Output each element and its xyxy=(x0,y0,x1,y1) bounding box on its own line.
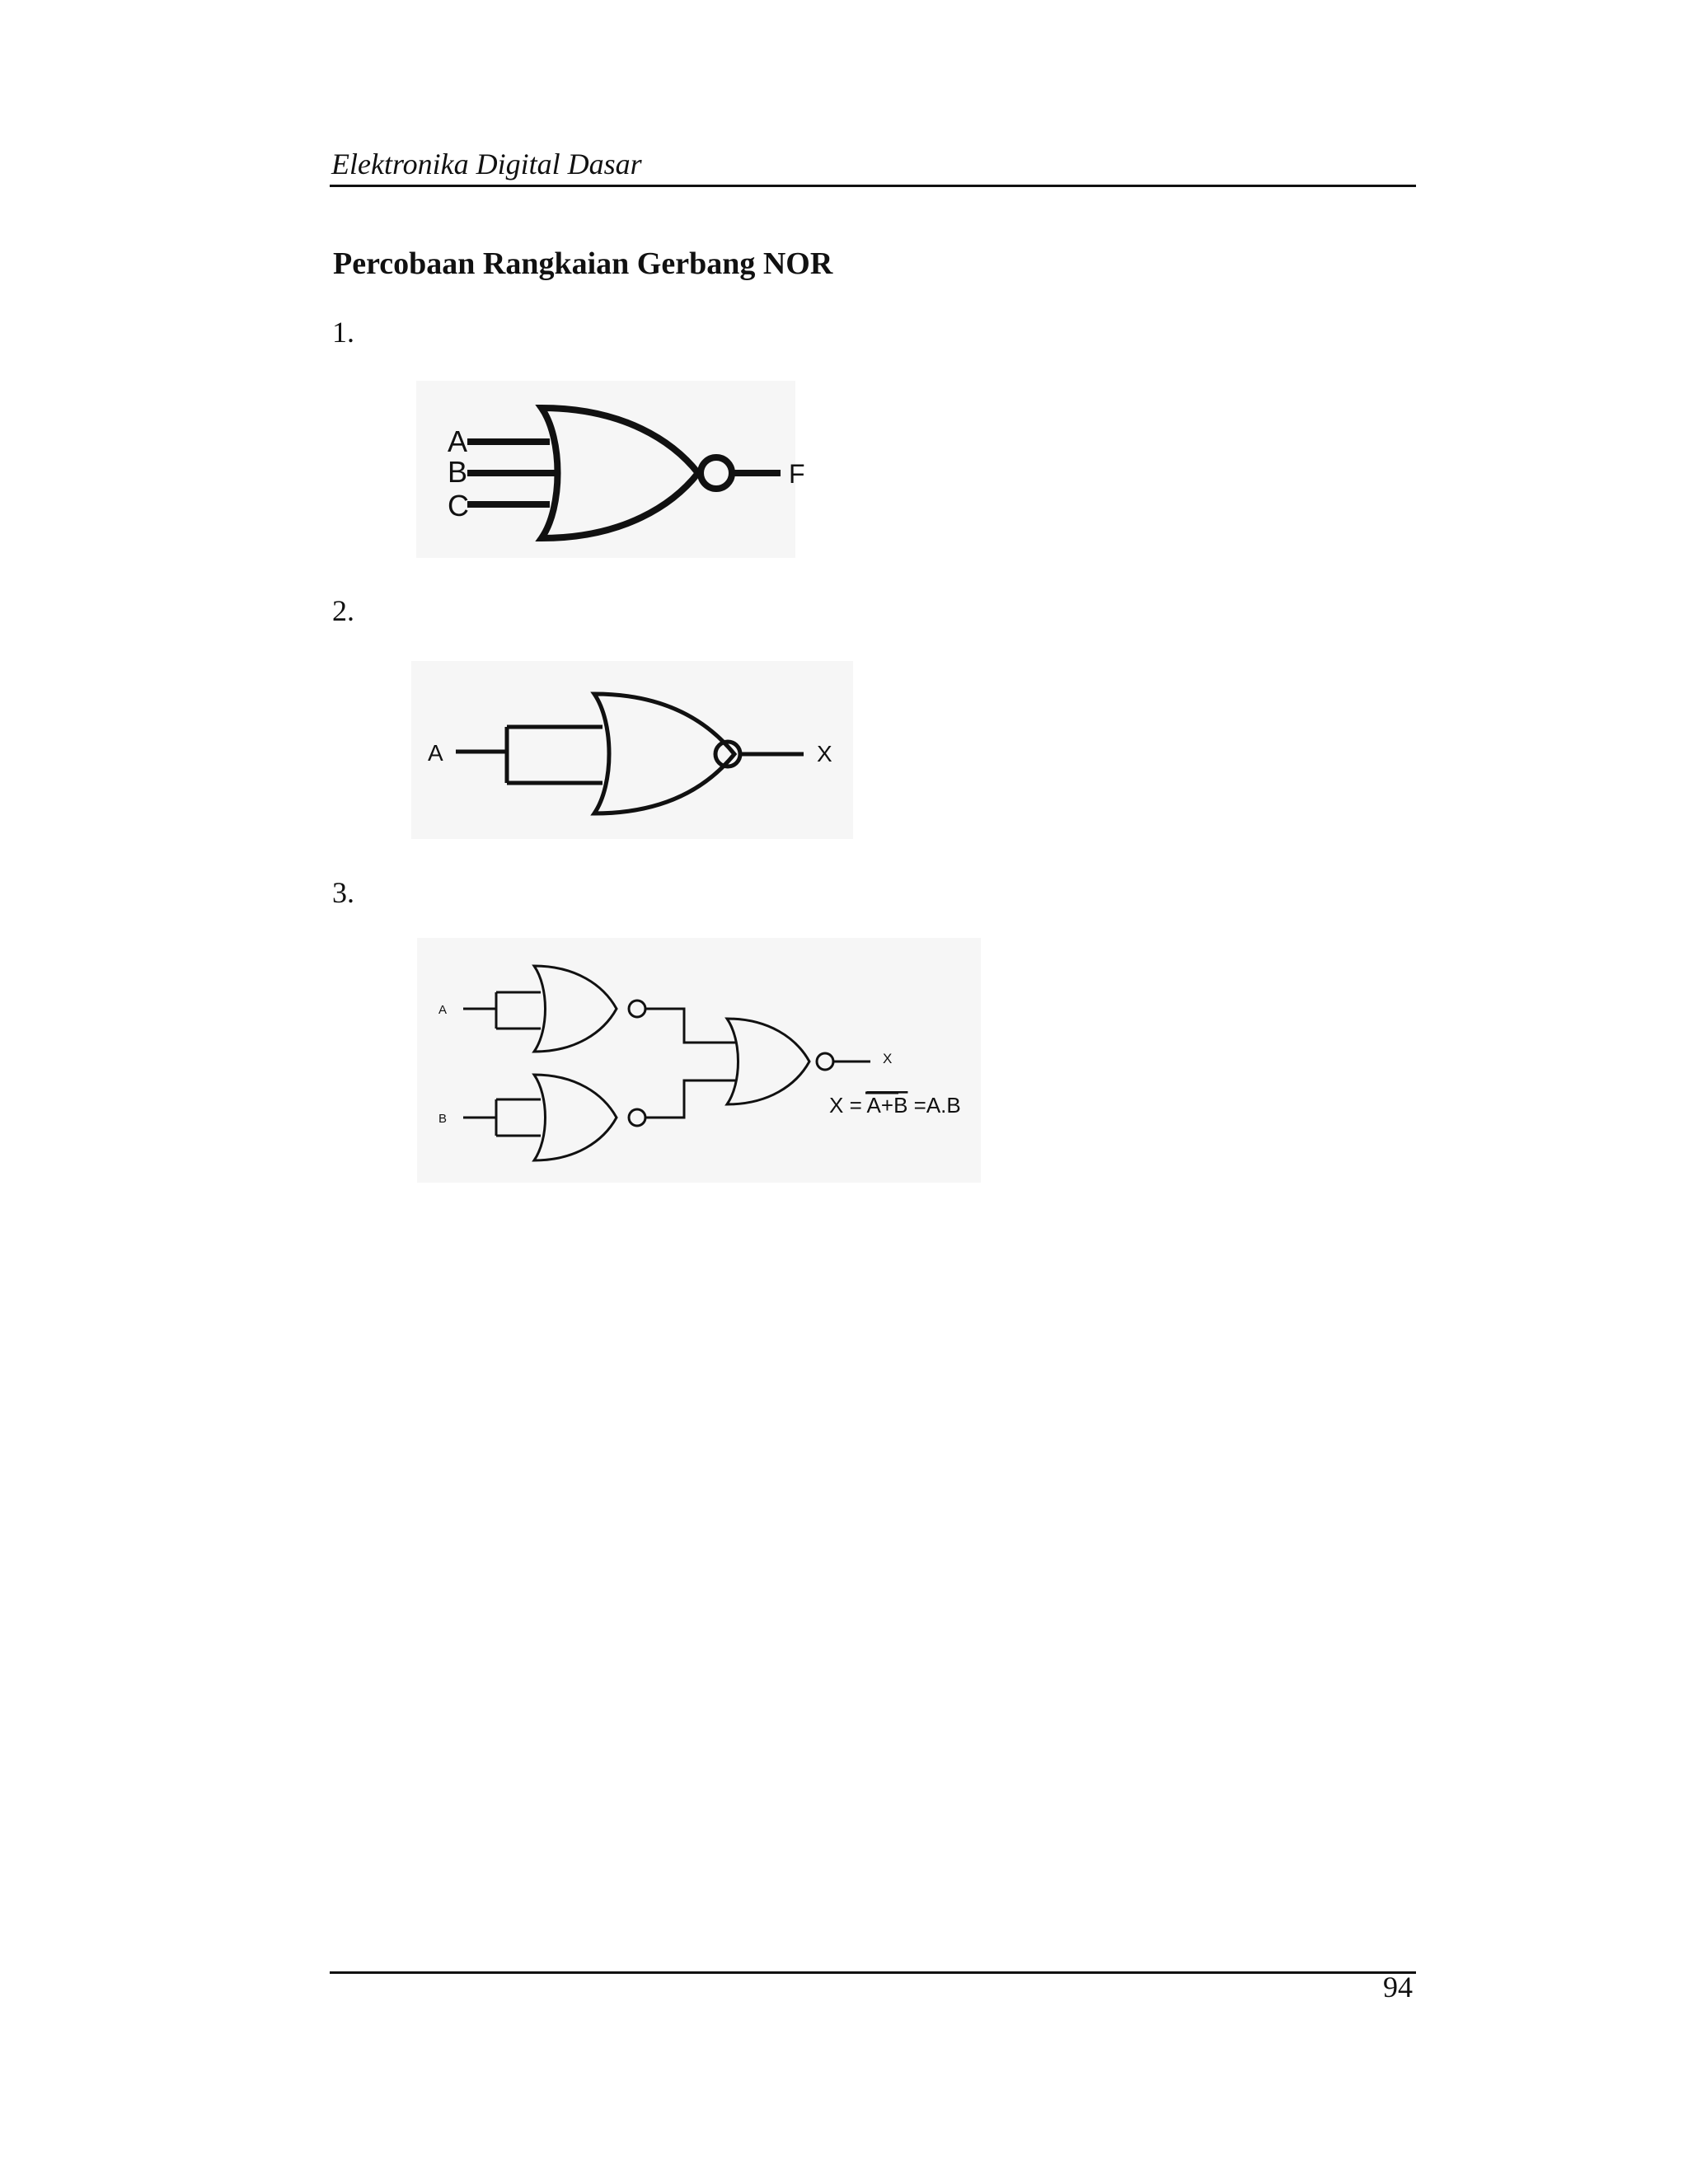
label-output: F xyxy=(789,459,805,489)
running-title: Elektronika Digital Dasar xyxy=(331,148,642,180)
footer-rule xyxy=(330,1971,1416,1974)
nor-gate-body xyxy=(542,408,698,538)
nor-gate-final-body xyxy=(727,1019,809,1104)
page-number: 94 xyxy=(1383,1971,1413,2004)
nor-gate-tied-inputs-diagram xyxy=(411,661,853,839)
equation xyxy=(829,1093,961,1118)
nor-and-circuit-diagram xyxy=(417,938,981,1183)
figure-nor-and-circuit xyxy=(417,938,981,1183)
inversion-bubble xyxy=(701,457,732,489)
equation-rhs: =A.B xyxy=(907,1093,961,1118)
figure-three-input-nor-gate xyxy=(416,381,805,558)
section-title: Percobaan Rangkaian Gerbang NOR xyxy=(333,246,833,281)
header-rule xyxy=(330,185,1416,187)
equation-overbar-term: A+B xyxy=(866,1093,908,1118)
label-input-b: B xyxy=(448,455,468,489)
nor-gate-b-body xyxy=(534,1075,617,1160)
label-input-b: B xyxy=(438,1112,448,1126)
three-input-nor-gate-diagram xyxy=(416,381,805,558)
item-number-3: 3. xyxy=(332,876,354,909)
item-number-1: 1. xyxy=(332,316,354,349)
nor-gate-a-bubble xyxy=(629,1001,645,1017)
equation-lhs: X = xyxy=(829,1093,867,1118)
nor-gate-final-bubble xyxy=(817,1053,833,1070)
label-input-a: A xyxy=(428,740,443,766)
figure-nor-gate-tied-inputs xyxy=(411,661,853,839)
label-output: X xyxy=(817,741,832,766)
label-input-a: A xyxy=(438,1003,448,1017)
wire-gate-b-to-final xyxy=(645,1080,735,1118)
item-number-2: 2. xyxy=(332,594,354,627)
label-input-c: C xyxy=(448,489,469,523)
label-input-a: A xyxy=(448,424,468,458)
nor-gate-b-bubble xyxy=(629,1109,645,1126)
nor-gate-a-body xyxy=(534,966,617,1052)
wire-gate-a-to-final xyxy=(645,1009,735,1043)
page-header xyxy=(330,147,1416,185)
label-output: X xyxy=(883,1051,893,1066)
nor-gate-body xyxy=(594,694,734,813)
